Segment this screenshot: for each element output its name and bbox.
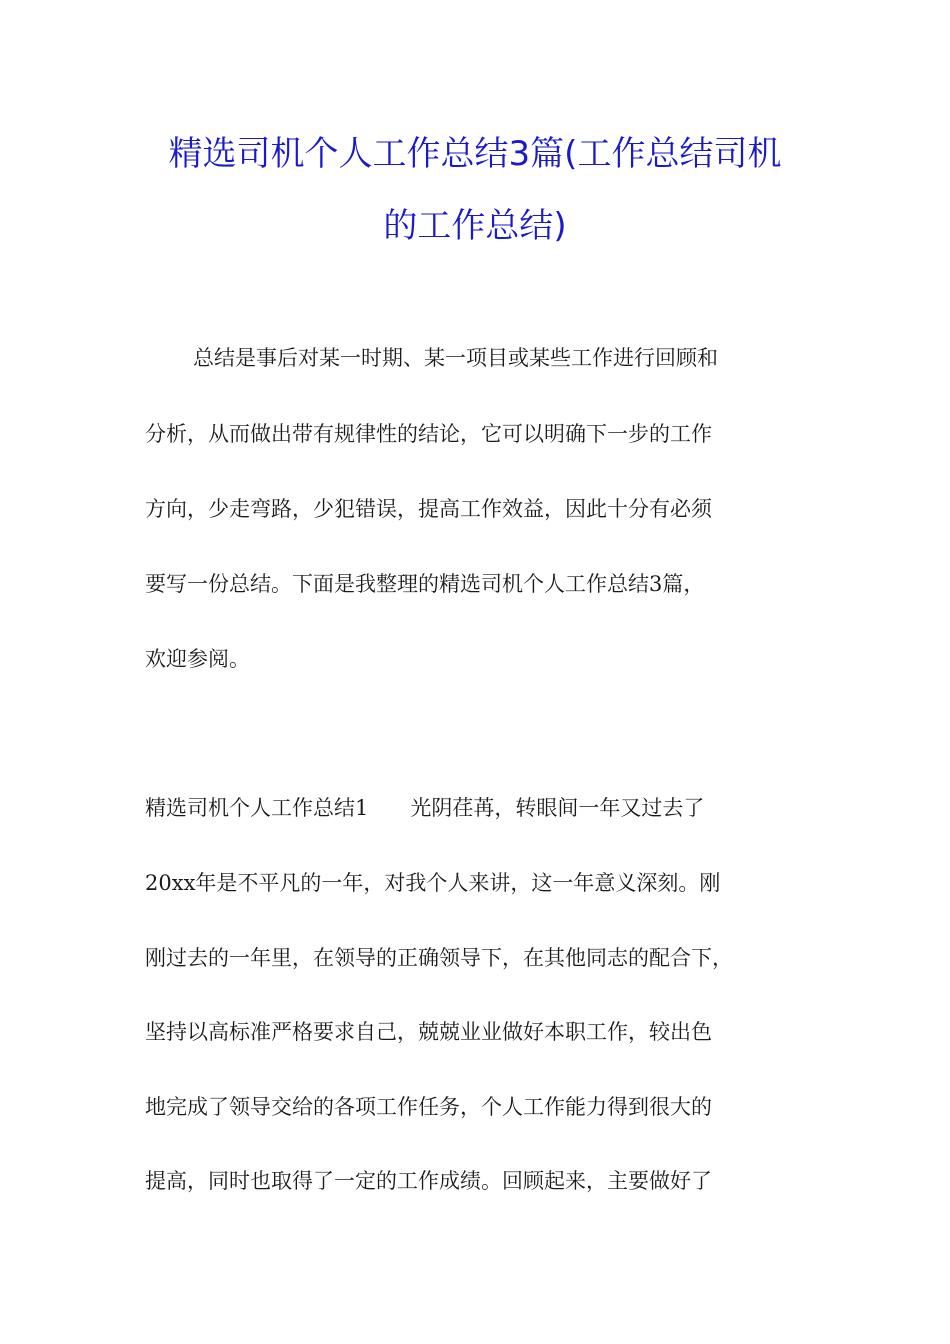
intro-line-2: 分析，从而做出带有规律性的结论，它可以明确下一步的工作 <box>145 422 712 446</box>
intro-line-5: 欢迎参阅。 <box>145 647 250 671</box>
body-line-6: 提高，同时也取得了一定的工作成绩。回顾起来，主要做好了 <box>145 1169 712 1193</box>
body-line-5: 地完成了领导交给的各项工作任务，个人工作能力得到很大的 <box>145 1095 712 1119</box>
intro-line-3: 方向，少走弯路，少犯错误，提高工作效益，因此十分有必须 <box>145 497 712 521</box>
intro-line-4: 要写一份总结。下面是我整理的精选司机个人工作总结3篇， <box>145 572 705 596</box>
intro-line-1: 总结是事后对某一时期、某一项目或某些工作进行回顾和 <box>193 346 718 370</box>
body-line-4: 坚持以高标准严格要求自己，兢兢业业做好本职工作，较出色 <box>145 1020 712 1044</box>
document-title-line-1: 精选司机个人工作总结3篇(工作总结司机 <box>168 134 782 174</box>
body-line-2: 20xx年是不平凡的一年，对我个人来讲，这一年意义深刻。刚 <box>145 871 721 895</box>
body-line-3: 刚过去的一年里，在领导的正确领导下，在其他同志的配合下， <box>145 946 733 970</box>
document-title-line-2: 的工作总结) <box>383 206 567 246</box>
body-line-1: 精选司机个人工作总结1 光阴荏苒，转眼间一年又过去了 <box>145 796 705 820</box>
